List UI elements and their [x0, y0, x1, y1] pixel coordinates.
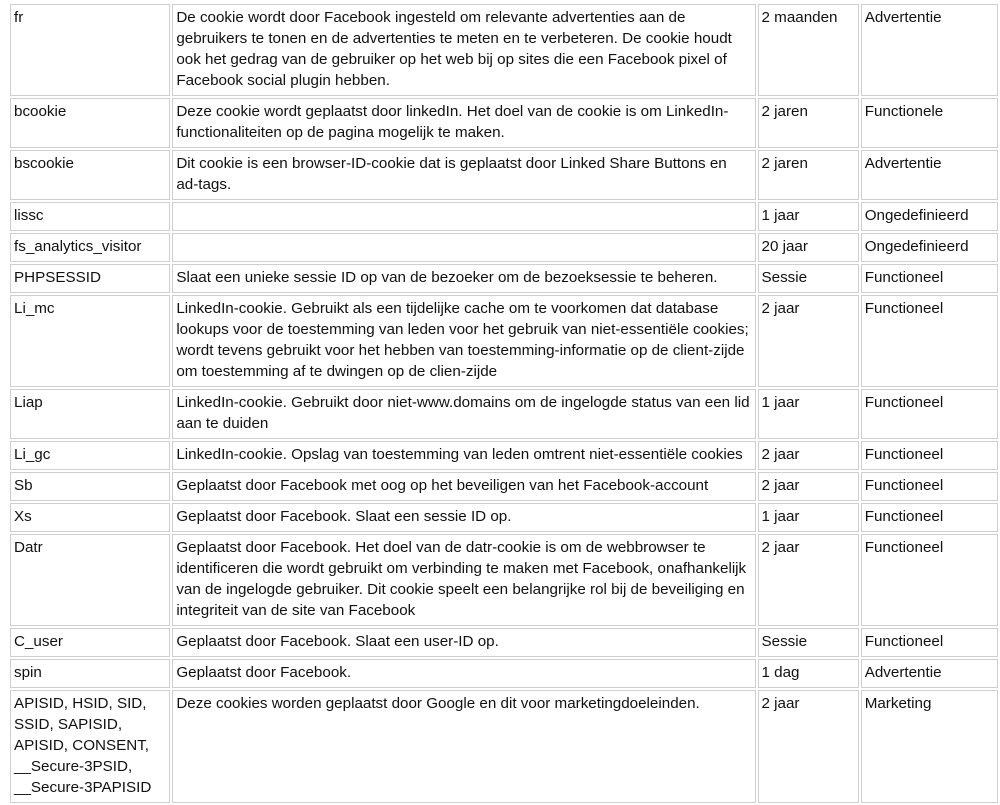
cookie-duration: 1 jaar	[758, 202, 859, 231]
cookie-type: Functioneel	[861, 472, 998, 501]
cookie-duration: 2 jaar	[758, 472, 859, 501]
cookie-duration: 2 jaren	[758, 150, 859, 200]
cookie-type: Functioneel	[861, 295, 998, 387]
cookie-duration: 2 jaren	[758, 98, 859, 148]
cookie-duration: Sessie	[758, 628, 859, 657]
cookie-type: Functioneel	[861, 628, 998, 657]
table-row	[10, 503, 998, 532]
cookie-name: spin	[10, 659, 170, 688]
cookie-type: Ongedefinieerd	[861, 233, 998, 262]
cookie-description: Deze cookies worden geplaatst door Google en dit voor marketingdoeleinden.	[172, 690, 755, 803]
cookie-type: Functioneel	[861, 534, 998, 626]
table-row	[10, 389, 998, 439]
table-row	[10, 233, 998, 262]
cookie-name: C_user	[10, 628, 170, 657]
cookie-description: Geplaatst door Facebook.	[172, 659, 755, 688]
cookie-type: Functioneel	[861, 264, 998, 293]
cookie-name: Xs	[10, 503, 170, 532]
cookie-duration: 1 dag	[758, 659, 859, 688]
cookie-description: Geplaatst door Facebook. Slaat een sessie ID op.	[172, 503, 755, 532]
cookie-name: lissc	[10, 202, 170, 231]
cookie-description	[172, 202, 755, 231]
table-row	[10, 202, 998, 231]
cookie-type: Advertentie	[861, 659, 998, 688]
cookie-duration: 2 jaar	[758, 441, 859, 470]
cookie-type: Marketing	[861, 690, 998, 803]
cookie-name: bcookie	[10, 98, 170, 148]
cookie-name: Liap	[10, 389, 170, 439]
table-row	[10, 295, 998, 387]
table-row	[10, 98, 998, 148]
cookie-description: LinkedIn-cookie. Gebruikt door niet-www.domains om de ingelogde status van een lid aan te duiden	[172, 389, 755, 439]
cookie-description: Geplaatst door Facebook met oog op het beveiligen van het Facebook-account	[172, 472, 755, 501]
table-row	[10, 4, 998, 96]
cookie-table	[8, 2, 1000, 805]
cookie-type: Ongedefinieerd	[861, 202, 998, 231]
cookie-name: fs_analytics_visitor	[10, 233, 170, 262]
cookie-description: Slaat een unieke sessie ID op van de bezoeker om de bezoeksessie te beheren.	[172, 264, 755, 293]
table-row	[10, 150, 998, 200]
table-row	[10, 472, 998, 501]
table-row	[10, 264, 998, 293]
cookie-name: fr	[10, 4, 170, 96]
cookie-description: Geplaatst door Facebook. Slaat een user-ID op.	[172, 628, 755, 657]
cookie-duration: 1 jaar	[758, 389, 859, 439]
cookie-name: APISID, HSID, SID, SSID, SAPISID, APISID, CONSENT, __Secure-3PSID, __Secure-3PAPISID	[10, 690, 170, 803]
cookie-description: Deze cookie wordt geplaatst door linkedIn. Het doel van de cookie is om LinkedIn-functionaliteiten op de pagina mogelijk te maken.	[172, 98, 755, 148]
cookie-name: PHPSESSID	[10, 264, 170, 293]
table-row	[10, 441, 998, 470]
cookie-duration: 20 jaar	[758, 233, 859, 262]
cookie-name: Li_mc	[10, 295, 170, 387]
table-row	[10, 534, 998, 626]
cookie-type: Functioneel	[861, 389, 998, 439]
cookie-duration: 2 jaar	[758, 690, 859, 803]
cookie-type: Functioneel	[861, 503, 998, 532]
cookie-description: De cookie wordt door Facebook ingesteld om relevante advertenties aan de gebruikers te tonen en de advertenties te meten en te verbeteren. De cookie houdt ook het gedrag van de gebruiker op het web bij op sites die een Facebook pixel of Facebook social plugin hebben.	[172, 4, 755, 96]
cookie-description: Dit cookie is een browser-ID-cookie dat is geplaatst door Linked Share Buttons en ad-tags.	[172, 150, 755, 200]
cookie-type: Advertentie	[861, 150, 998, 200]
cookie-duration: 2 jaar	[758, 534, 859, 626]
table-row	[10, 628, 998, 657]
cookie-type: Advertentie	[861, 4, 998, 96]
cookie-duration: 2 maanden	[758, 4, 859, 96]
table-row	[10, 690, 998, 803]
cookie-type: Functionele	[861, 98, 998, 148]
cookie-name: Datr	[10, 534, 170, 626]
cookie-description: Geplaatst door Facebook. Het doel van de datr-cookie is om de webbrowser te identificeren die wordt gebruikt om verbinding te maken met Facebook, onafhankelijk van de ingelogde gebruiker. Dit cookie speelt een belangrijke rol bij de beveiliging en integriteit van de site van Facebook	[172, 534, 755, 626]
cookie-duration: 2 jaar	[758, 295, 859, 387]
cookie-duration: Sessie	[758, 264, 859, 293]
cookie-name: Li_gc	[10, 441, 170, 470]
cookie-description: LinkedIn-cookie. Gebruikt als een tijdelijke cache om te voorkomen dat database lookups voor de toestemming van leden voor het gebruik van niet-essentiële cookies; wordt tevens gebruikt voor het hebben van toestemming-informatie op de client-zijde om toestemming af te dwingen op de clien-zijde	[172, 295, 755, 387]
cookie-description: LinkedIn-cookie. Opslag van toestemming van leden omtrent niet-essentiële cookies	[172, 441, 755, 470]
cookie-type: Functioneel	[861, 441, 998, 470]
cookie-duration: 1 jaar	[758, 503, 859, 532]
table-row	[10, 659, 998, 688]
cookie-description	[172, 233, 755, 262]
cookie-name: Sb	[10, 472, 170, 501]
cookie-name: bscookie	[10, 150, 170, 200]
